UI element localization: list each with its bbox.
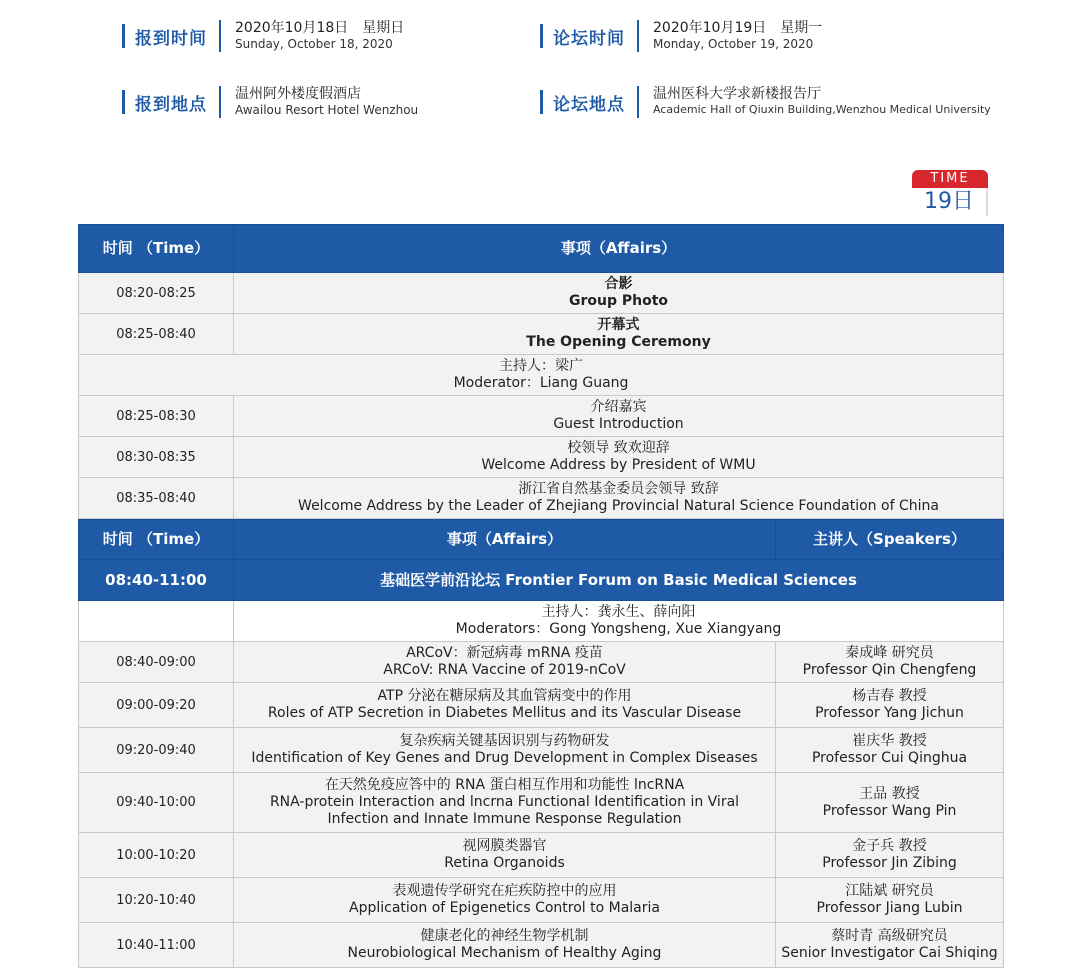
opening-schedule-table bbox=[78, 224, 1004, 519]
affairs-zh: 表观遗传学研究在疟疾防控中的应用 bbox=[392, 883, 617, 899]
info-values bbox=[219, 86, 418, 118]
row-affairs bbox=[234, 396, 1004, 437]
affairs-en: Application of Epigenetics Control to Malaria bbox=[349, 900, 660, 916]
table-row bbox=[79, 773, 1004, 833]
row-affairs bbox=[234, 314, 1004, 355]
info-values bbox=[637, 20, 822, 52]
affairs-en: Identification of Key Genes and Drug Development in Complex Diseases bbox=[251, 750, 758, 766]
row-time: 08:35-08:40 bbox=[79, 478, 234, 519]
affairs-zh: 复杂疾病关键基因识别与药物研发 bbox=[399, 733, 610, 749]
row-affairs bbox=[234, 728, 776, 773]
affairs-zh: 开幕式 bbox=[597, 317, 640, 333]
info-value-zh: 温州阿外楼度假酒店 bbox=[235, 86, 361, 102]
date-badge bbox=[912, 170, 988, 222]
date-badge-label: TIME bbox=[912, 170, 988, 188]
table-header-row bbox=[79, 520, 1004, 560]
row-time: 09:20-09:40 bbox=[79, 728, 234, 773]
info-values bbox=[637, 86, 991, 118]
affairs-zh: 浙江省自然基金委员会领导 致辞 bbox=[518, 481, 719, 497]
affairs-en: Retina Organoids bbox=[444, 855, 565, 871]
table-row bbox=[79, 683, 1004, 728]
row-time: 08:40-09:00 bbox=[79, 642, 234, 683]
row-affairs bbox=[234, 683, 776, 728]
checkin-place-info bbox=[122, 86, 418, 118]
row-time: 08:20-08:25 bbox=[79, 273, 234, 314]
row-time: 10:20-10:40 bbox=[79, 878, 234, 923]
speaker-zh: 秦成峰 研究员 bbox=[845, 645, 934, 661]
row-affairs bbox=[234, 601, 1004, 642]
row-affairs bbox=[234, 833, 776, 878]
affairs-en: RNA-protein Interaction and lncrna Functional Identification in Viral Infection and Innate Immune Response Regulation bbox=[269, 794, 740, 827]
row-affairs bbox=[234, 878, 776, 923]
table-row bbox=[79, 728, 1004, 773]
affairs-en: ARCoV: RNA Vaccine of 2019-nCoV bbox=[383, 662, 626, 678]
accent-bar bbox=[122, 90, 125, 114]
table-row bbox=[79, 878, 1004, 923]
row-affairs bbox=[234, 437, 1004, 478]
info-value-en: Awailou Resort Hotel Wenzhou bbox=[235, 103, 419, 117]
affairs-en: Roles of ATP Secretion in Diabetes Mellitus and its Vascular Disease bbox=[267, 705, 742, 721]
row-time: 09:00-09:20 bbox=[79, 683, 234, 728]
affairs-en: Guest Introduction bbox=[553, 416, 684, 432]
row-affairs bbox=[234, 273, 1004, 314]
header-time: 时间 （Time） bbox=[79, 225, 234, 273]
table-row bbox=[79, 314, 1004, 355]
speaker-zh: 崔庆华 教授 bbox=[852, 733, 927, 749]
info-value-zh: 2020年10月19日 星期一 bbox=[653, 20, 823, 36]
row-speaker bbox=[776, 773, 1004, 833]
affairs-zh: 视网膜类器官 bbox=[462, 838, 547, 854]
table-row bbox=[79, 273, 1004, 314]
affairs-en: Welcome Address by the Leader of Zhejiang Provincial Natural Science Foundation of China bbox=[298, 498, 939, 514]
info-value-en: Sunday, October 18, 2020 bbox=[235, 37, 393, 51]
forum-place-info bbox=[540, 86, 991, 118]
row-affairs bbox=[234, 923, 776, 968]
row-time: 08:25-08:30 bbox=[79, 396, 234, 437]
affairs-en: Moderator：Liang Guang bbox=[453, 375, 629, 391]
table-row bbox=[79, 396, 1004, 437]
affairs-zh: 主持人：龚永生、薛向阳 bbox=[541, 604, 696, 620]
info-value-en: Academic Hall of Qiuxin Building,Wenzhou Medical University bbox=[653, 103, 991, 116]
row-time-empty bbox=[79, 601, 234, 642]
row-speaker bbox=[776, 923, 1004, 968]
header-affairs: 事项（Affairs） bbox=[234, 225, 1004, 273]
row-time: 08:25-08:40 bbox=[79, 314, 234, 355]
affairs-en: The Opening Ceremony bbox=[526, 334, 711, 350]
section-time: 08:40-11:00 bbox=[79, 560, 234, 601]
row-affairs bbox=[79, 355, 1004, 396]
speaker-en: Professor Jin Zibing bbox=[822, 855, 957, 871]
speaker-en: Professor Yang Jichun bbox=[815, 705, 964, 721]
accent-bar bbox=[540, 90, 543, 114]
header-affairs: 事项（Affairs） bbox=[234, 520, 776, 560]
speaker-zh: 金子兵 教授 bbox=[852, 838, 927, 854]
info-value-zh: 2020年10月18日 星期日 bbox=[235, 20, 405, 36]
info-value-zh: 温州医科大学求新楼报告厅 bbox=[653, 86, 821, 102]
section-title: 基础医学前沿论坛 Frontier Forum on Basic Medical Sciences bbox=[234, 560, 1004, 601]
table-row-moderator bbox=[79, 355, 1004, 396]
affairs-en: Neurobiological Mechanism of Healthy Aging bbox=[347, 945, 662, 961]
affairs-zh: 健康老化的神经生物学机制 bbox=[420, 928, 589, 944]
info-label: 报到地点 bbox=[135, 94, 207, 115]
accent-bar bbox=[122, 24, 125, 48]
row-affairs bbox=[234, 478, 1004, 519]
table-row bbox=[79, 478, 1004, 519]
affairs-zh: 合影 bbox=[604, 276, 633, 292]
date-badge-day: 19日 bbox=[912, 188, 988, 216]
table-row bbox=[79, 642, 1004, 683]
row-speaker bbox=[776, 642, 1004, 683]
affairs-zh: ARCoV：新冠病毒 mRNA 疫苗 bbox=[406, 645, 603, 661]
speaker-en: Senior Investigator Cai Shiqing bbox=[781, 945, 998, 961]
section-header-row bbox=[79, 560, 1004, 601]
table-row bbox=[79, 923, 1004, 968]
info-label: 论坛地点 bbox=[553, 94, 625, 115]
header-time: 时间 （Time） bbox=[79, 520, 234, 560]
speaker-en: Professor Qin Chengfeng bbox=[802, 662, 977, 678]
row-time: 08:30-08:35 bbox=[79, 437, 234, 478]
affairs-zh: 校领导 致欢迎辞 bbox=[567, 440, 670, 456]
speaker-zh: 江陆斌 研究员 bbox=[845, 883, 934, 899]
speaker-en: Professor Cui Qinghua bbox=[811, 750, 968, 766]
speaker-en: Professor Wang Pin bbox=[822, 802, 957, 819]
header-speakers: 主讲人（Speakers） bbox=[776, 520, 1004, 560]
affairs-en: Moderators：Gong Yongsheng, Xue Xiangyang bbox=[455, 621, 782, 637]
row-speaker bbox=[776, 728, 1004, 773]
speaker-en: Professor Jiang Lubin bbox=[816, 900, 963, 916]
table-row bbox=[79, 833, 1004, 878]
row-speaker bbox=[776, 833, 1004, 878]
row-affairs bbox=[234, 642, 776, 683]
speaker-zh: 王品 教授 bbox=[859, 785, 920, 802]
table-header-row bbox=[79, 225, 1004, 273]
table-row-moderator bbox=[79, 601, 1004, 642]
info-values bbox=[219, 20, 404, 52]
info-value-en: Monday, October 19, 2020 bbox=[653, 37, 814, 51]
affairs-zh: 在天然免疫应答中的 RNA 蛋白相互作用和功能性 lncRNA bbox=[324, 777, 685, 793]
affairs-zh: ATP 分泌在糖尿病及其血管病变中的作用 bbox=[377, 688, 632, 704]
row-speaker bbox=[776, 683, 1004, 728]
affairs-en: Welcome Address by President of WMU bbox=[481, 457, 756, 473]
row-time: 10:40-11:00 bbox=[79, 923, 234, 968]
affairs-zh: 介绍嘉宾 bbox=[590, 399, 647, 415]
row-time: 10:00-10:20 bbox=[79, 833, 234, 878]
info-label: 报到时间 bbox=[135, 28, 207, 49]
affairs-en: Group Photo bbox=[568, 293, 669, 309]
row-speaker bbox=[776, 878, 1004, 923]
forum-time-info bbox=[540, 20, 822, 52]
row-affairs bbox=[234, 773, 776, 833]
info-label: 论坛时间 bbox=[553, 28, 625, 49]
row-time: 09:40-10:00 bbox=[79, 773, 234, 833]
table-row bbox=[79, 437, 1004, 478]
checkin-time-info bbox=[122, 20, 404, 52]
affairs-zh: 主持人：梁广 bbox=[499, 358, 583, 374]
forum-schedule-table bbox=[78, 519, 1004, 968]
speaker-zh: 杨吉春 教授 bbox=[852, 688, 927, 704]
speaker-zh: 蔡时青 高级研究员 bbox=[831, 928, 948, 944]
accent-bar bbox=[540, 24, 543, 48]
